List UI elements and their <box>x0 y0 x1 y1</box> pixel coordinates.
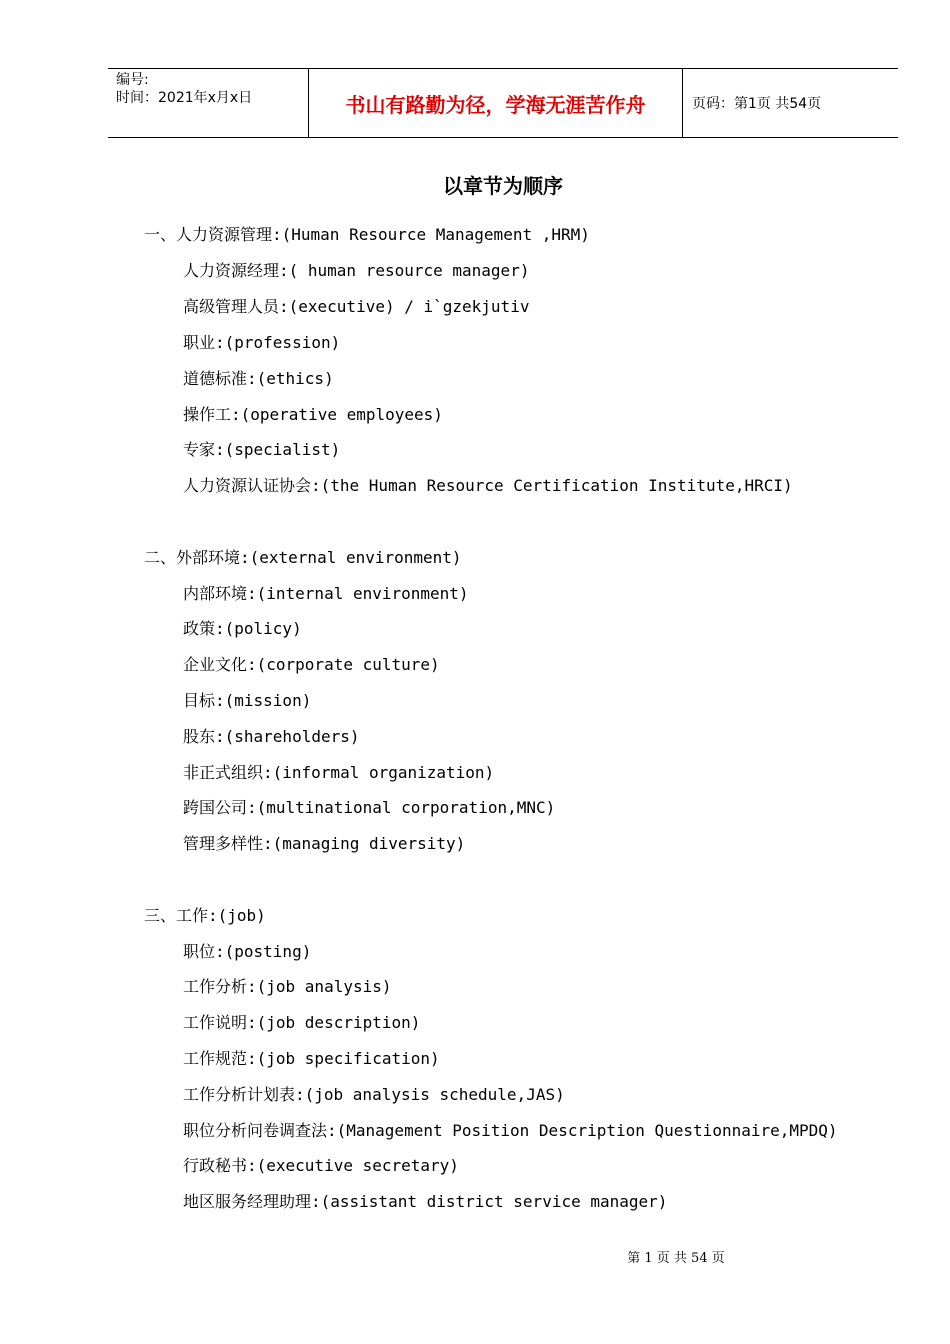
section-heading: 三、工作:(job) <box>144 906 266 925</box>
page-footer: 第 1 页 共 54 页 <box>627 1251 725 1266</box>
term-item: 企业文化:(corporate culture) <box>183 655 440 674</box>
term-item: 人力资源经理:( human resource manager) <box>183 261 530 280</box>
term-item: 工作分析:(job analysis) <box>183 977 392 996</box>
header-page-info: 页码：第1页 共54页 <box>692 96 822 112</box>
term-item: 职位分析问卷调查法:(Management Position Description Questionnaire,MPDQ) <box>183 1121 838 1140</box>
term-item: 管理多样性:(managing diversity) <box>183 834 466 853</box>
header-table <box>108 68 898 138</box>
term-item: 工作分析计划表:(job analysis schedule,JAS) <box>183 1085 565 1104</box>
page-title: 以章节为顺序 <box>443 174 563 198</box>
term-item: 工作说明:(job description) <box>183 1013 421 1032</box>
term-item: 地区服务经理助理:(assistant district service manager) <box>183 1192 668 1211</box>
section-heading: 二、外部环境:(external environment) <box>144 548 462 567</box>
term-item: 专家:(specialist) <box>183 440 341 459</box>
term-item: 政策:(policy) <box>183 619 302 638</box>
document-number-label: 编号: <box>116 72 149 88</box>
term-item: 高级管理人员:(executive) / i`gzekjutiv <box>183 297 530 316</box>
term-item: 职业:(profession) <box>183 333 341 352</box>
section-heading: 一、人力资源管理:(Human Resource Management ,HRM) <box>144 225 590 244</box>
term-item: 目标:(mission) <box>183 691 312 710</box>
header-meta-cell <box>108 69 309 137</box>
term-item: 非正式组织:(informal organization) <box>183 763 495 782</box>
term-item: 操作工:(operative employees) <box>183 405 443 424</box>
term-item: 行政秘书:(executive secretary) <box>183 1156 459 1175</box>
term-item: 内部环境:(internal environment) <box>183 584 469 603</box>
term-item: 股东:(shareholders) <box>183 727 360 746</box>
term-item: 职位:(posting) <box>183 942 312 961</box>
term-item: 跨国公司:(multinational corporation,MNC) <box>183 798 556 817</box>
term-item: 人力资源认证协会:(the Human Resource Certification Institute,HRCI) <box>183 476 793 495</box>
term-item: 道德标准:(ethics) <box>183 369 334 388</box>
header-motto: 书山有路勤为径，学海无涯苦作舟 <box>309 69 683 137</box>
document-time-label: 时间：2021年x月x日 <box>116 90 253 106</box>
term-item: 工作规范:(job specification) <box>183 1049 440 1068</box>
